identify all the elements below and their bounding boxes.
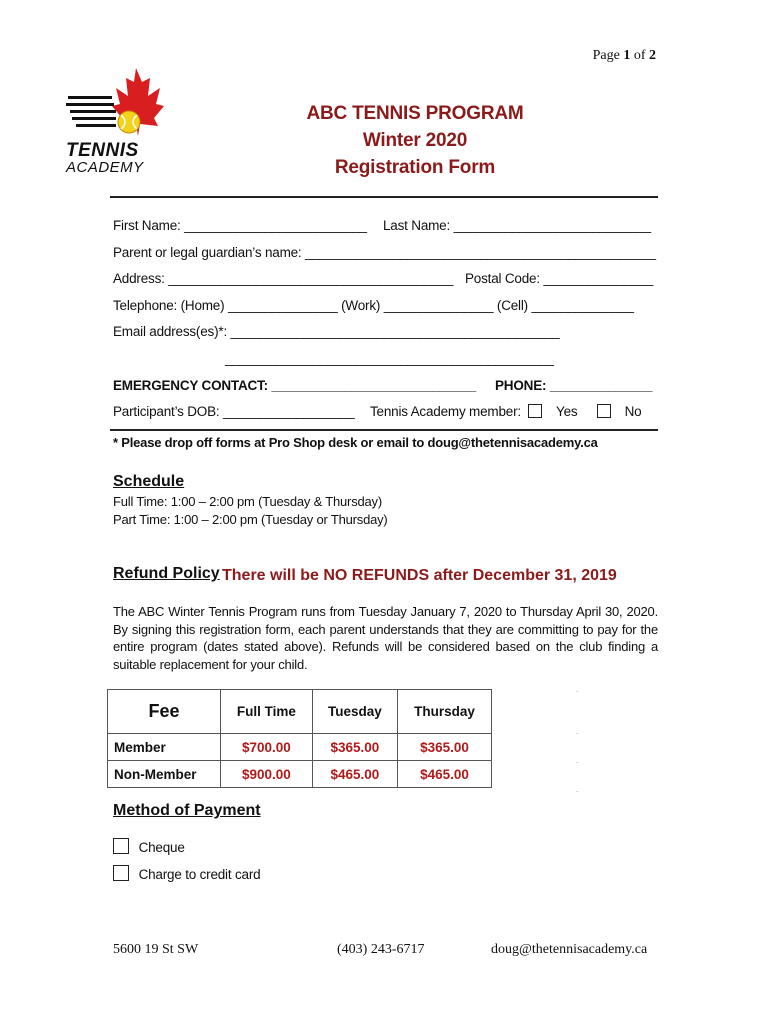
member-no-checkbox[interactable] bbox=[597, 404, 611, 418]
refund-policy-heading: Refund Policy bbox=[113, 565, 220, 582]
fee-table-header bbox=[108, 690, 492, 734]
email-field[interactable]: Email address(es)*: _____________________________________________ bbox=[113, 324, 560, 339]
footer-phone: (403) 243-6717 bbox=[337, 942, 425, 957]
postal-code-field[interactable]: Postal Code: _______________ bbox=[465, 271, 654, 286]
fee-cell: $365.00 bbox=[397, 734, 491, 761]
logo-text-tennis: TENNIS bbox=[66, 140, 139, 161]
fee-row-label: Member bbox=[108, 734, 221, 761]
member-label: Tennis Academy member: bbox=[370, 404, 521, 419]
fee-header-thursday: Thursday bbox=[397, 690, 491, 734]
member-yes-checkbox[interactable] bbox=[528, 404, 542, 418]
footer-address: 5600 19 St SW bbox=[113, 942, 199, 957]
stray-mark: . bbox=[576, 727, 579, 736]
member-yes-label: Yes bbox=[556, 404, 578, 419]
credit-card-checkbox[interactable] bbox=[113, 865, 129, 881]
emergency-phone-field[interactable]: PHONE: ______________ bbox=[495, 378, 653, 393]
fee-row-member bbox=[108, 734, 492, 761]
fee-cell: $365.00 bbox=[312, 734, 397, 761]
program-title: ABC TENNIS PROGRAM bbox=[306, 103, 524, 124]
member-no-label: No bbox=[624, 404, 642, 419]
fee-table bbox=[107, 689, 492, 788]
submission-note: * Please drop off forms at Pro Shop desk or email to doug@thetennisacademy.ca bbox=[113, 435, 598, 450]
logo-text-academy: ACADEMY bbox=[66, 159, 144, 176]
cheque-checkbox[interactable] bbox=[113, 838, 129, 854]
stray-mark: . bbox=[576, 756, 579, 765]
last-name-field[interactable]: Last Name: ___________________________ bbox=[383, 218, 651, 233]
address-field[interactable]: Address: _______________________________________ bbox=[113, 271, 454, 286]
payment-heading: Method of Payment bbox=[113, 802, 261, 819]
fee-header-label: Fee bbox=[108, 690, 221, 734]
fee-cell: $700.00 bbox=[221, 734, 313, 761]
form-title: Registration Form bbox=[334, 157, 496, 178]
footer-email[interactable]: doug@thetennisacademy.ca bbox=[491, 942, 648, 957]
cheque-label: Cheque bbox=[138, 840, 185, 855]
tennis-academy-logo bbox=[64, 66, 164, 178]
fee-cell: $465.00 bbox=[397, 761, 491, 788]
participant-dob-field[interactable]: Participant’s DOB: __________________ bbox=[113, 404, 355, 419]
schedule-full-time: Full Time: 1:00 – 2:00 pm (Tuesday & Thursday) bbox=[113, 494, 382, 509]
first-name-field[interactable]: First Name: _________________________ bbox=[113, 218, 367, 233]
page-number: Page 1 of 2 bbox=[592, 48, 656, 63]
payment-option-credit-card[interactable] bbox=[113, 865, 260, 882]
refund-policy-text: The ABC Winter Tennis Program runs from Tuesday January 7, 2020 to Thursday April 30, 2020. By signing this registration form, each parent understands that they are committing to pay for the entire program (dates stated above). Refunds will be considered based on the club finding a suitable replacement for your child. bbox=[113, 604, 658, 672]
member-question bbox=[370, 404, 641, 419]
fee-row-non-member bbox=[108, 761, 492, 788]
fields-divider bbox=[110, 429, 658, 431]
payment-option-cheque[interactable] bbox=[113, 838, 185, 855]
fee-header-tuesday: Tuesday bbox=[312, 690, 397, 734]
emergency-contact-field[interactable]: EMERGENCY CONTACT: ____________________________ bbox=[113, 378, 477, 393]
tennis-ball-icon bbox=[118, 111, 140, 133]
top-divider bbox=[110, 196, 658, 198]
stray-mark: . bbox=[576, 685, 579, 694]
fee-cell: $465.00 bbox=[312, 761, 397, 788]
fee-header-full-time: Full Time bbox=[221, 690, 313, 734]
refund-notice: There will be NO REFUNDS after December 31, 2019 bbox=[222, 567, 617, 584]
schedule-heading: Schedule bbox=[113, 473, 185, 490]
credit-card-label: Charge to credit card bbox=[138, 867, 261, 882]
fee-row-label: Non-Member bbox=[108, 761, 221, 788]
guardian-name-field[interactable]: Parent or legal guardian’s name: ________________________________________________ bbox=[113, 245, 656, 260]
email-field-line2[interactable]: _____________________________________________ bbox=[225, 351, 554, 366]
program-season: Winter 2020 bbox=[362, 130, 468, 151]
schedule-part-time: Part Time: 1:00 – 2:00 pm (Tuesday or Thursday) bbox=[113, 512, 388, 527]
telephone-field[interactable]: Telephone: (Home) _______________ (Work) _______________ (Cell) ______________ bbox=[113, 298, 634, 313]
fee-cell: $900.00 bbox=[221, 761, 313, 788]
stray-mark: . bbox=[576, 785, 579, 794]
